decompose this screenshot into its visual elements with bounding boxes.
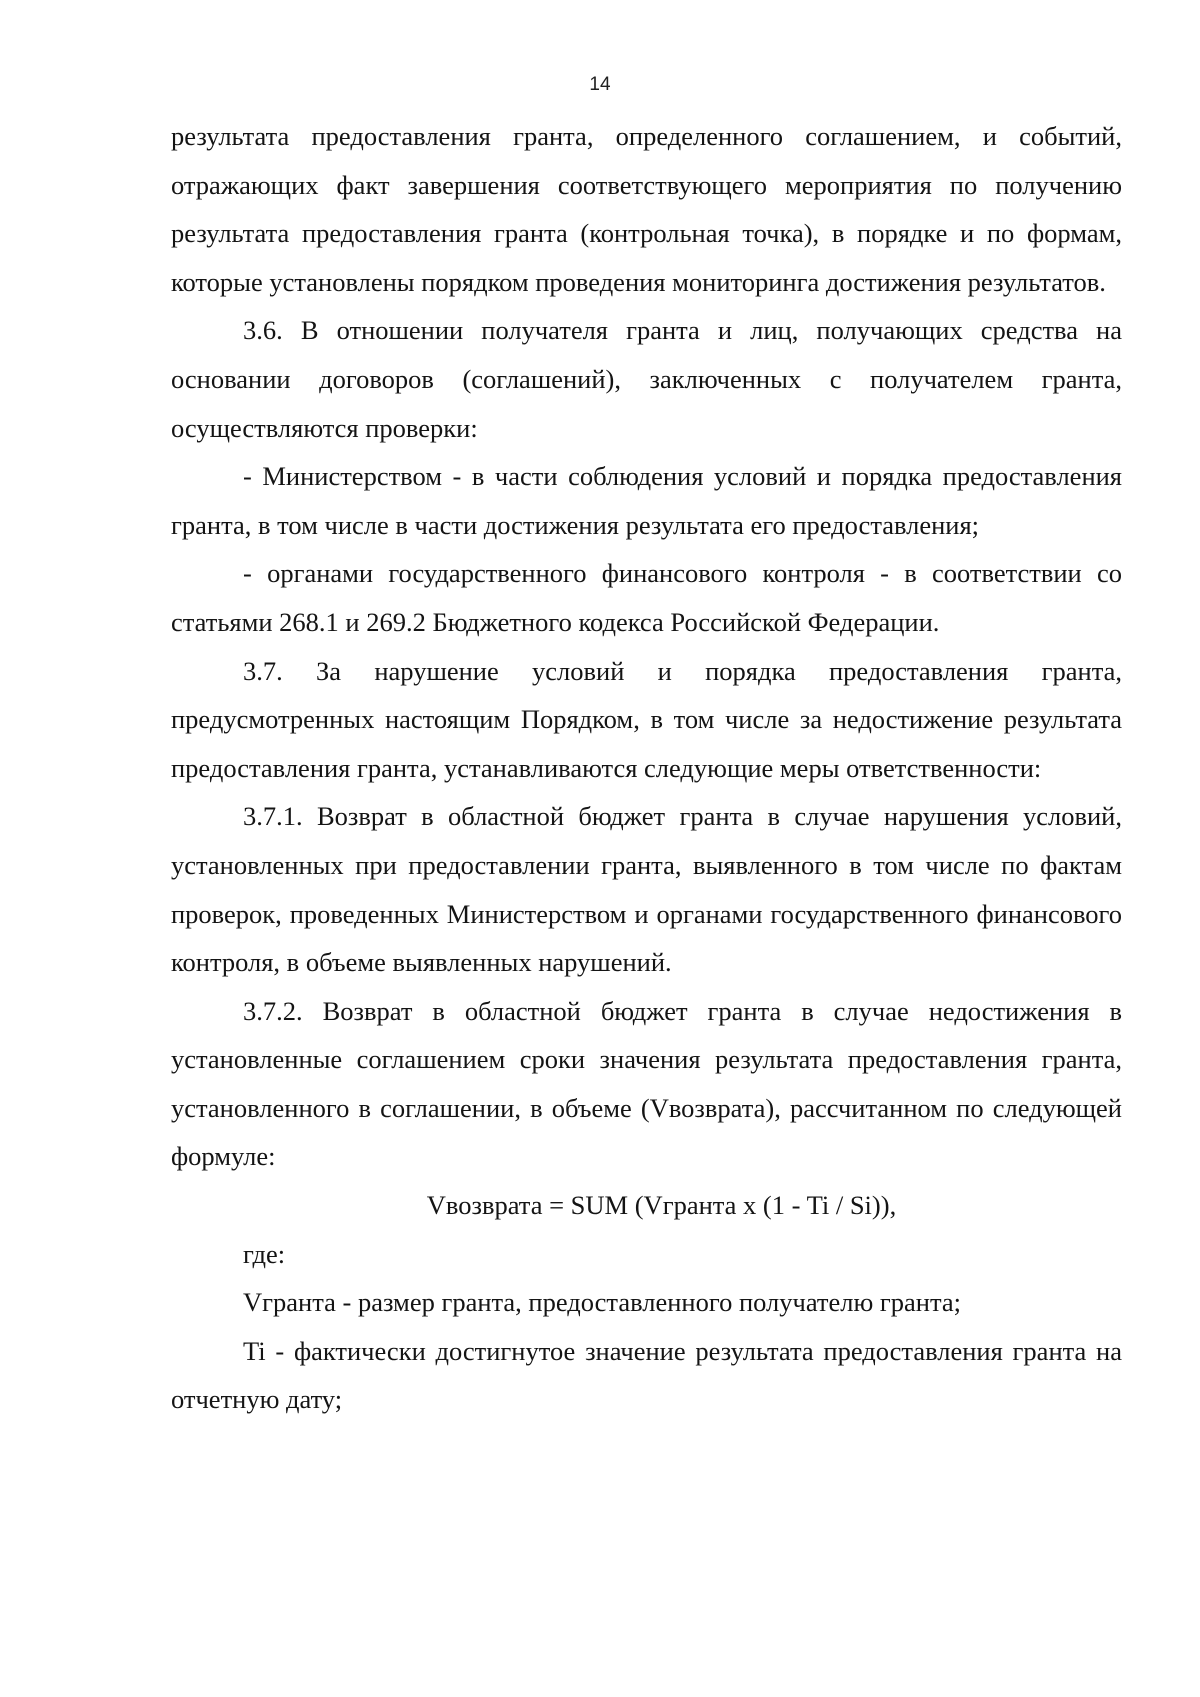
list-item-ministry-inspection: - Министерством - в части соблюдения условий и порядка предоставления гранта, в том числе в части достижения результата его предоставления; bbox=[171, 461, 1122, 540]
definition-ti: Ti - фактически достигнутое значение результата предоставления гранта на отчетную дату; bbox=[171, 1335, 1122, 1415]
document-body bbox=[171, 112, 1122, 1424]
page-number: 14 bbox=[589, 74, 611, 95]
paragraph-3-7-2-return-underachievement: 3.7.2. Возврат в областной бюджет гранта в случае недостижения в установленные соглашением сроки значения результата предоставления гранта, установленного в соглашении, в объеме (Vвозврата), рассчитанном по следующей формуле: bbox=[171, 995, 1122, 1172]
paragraph-3-7-1-return-violations: 3.7.1. Возврат в областной бюджет гранта в случае нарушения условий, установленных при предоставлении гранта, выявленного в том числе по фактам проверок, проведенных Министерством и органами государственного финансового контроля, в объеме выявленных нарушений. bbox=[171, 801, 1122, 978]
return-formula: Vвозврата = SUM (Vгранта x (1 - Ti / Si)), bbox=[426, 1190, 897, 1221]
definitions-intro: где: bbox=[243, 1238, 286, 1269]
paragraph-3-7-liability: 3.7. За нарушение условий и порядка предоставления гранта, предусмотренных настоящим Порядком, в том числе за недостижение результата предоставления гранта, устанавливаются следующие меры ответственности: bbox=[171, 655, 1122, 783]
definition-v-granta: Vгранта - размер гранта, предоставленного получателю гранта; bbox=[243, 1287, 961, 1318]
list-item-financial-control: - органами государственного финансового контроля - в соответствии со статьями 268.1 и 269.2 Бюджетного кодекса Российской Федерации. bbox=[171, 558, 1122, 637]
paragraph-3-6-inspections: 3.6. В отношении получателя гранта и лиц, получающих средства на основании договоров (соглашений), заключенных с получателем гранта, осуществляются проверки: bbox=[171, 315, 1122, 443]
paragraph-monitoring-results: результата предоставления гранта, определенного соглашением, и событий, отражающих факт завершения соответствующего мероприятия по получению результата предоставления гранта (контрольная точка), в порядке и по формам, которые установлены порядком проведения мониторинга достижения результатов. bbox=[171, 121, 1122, 297]
